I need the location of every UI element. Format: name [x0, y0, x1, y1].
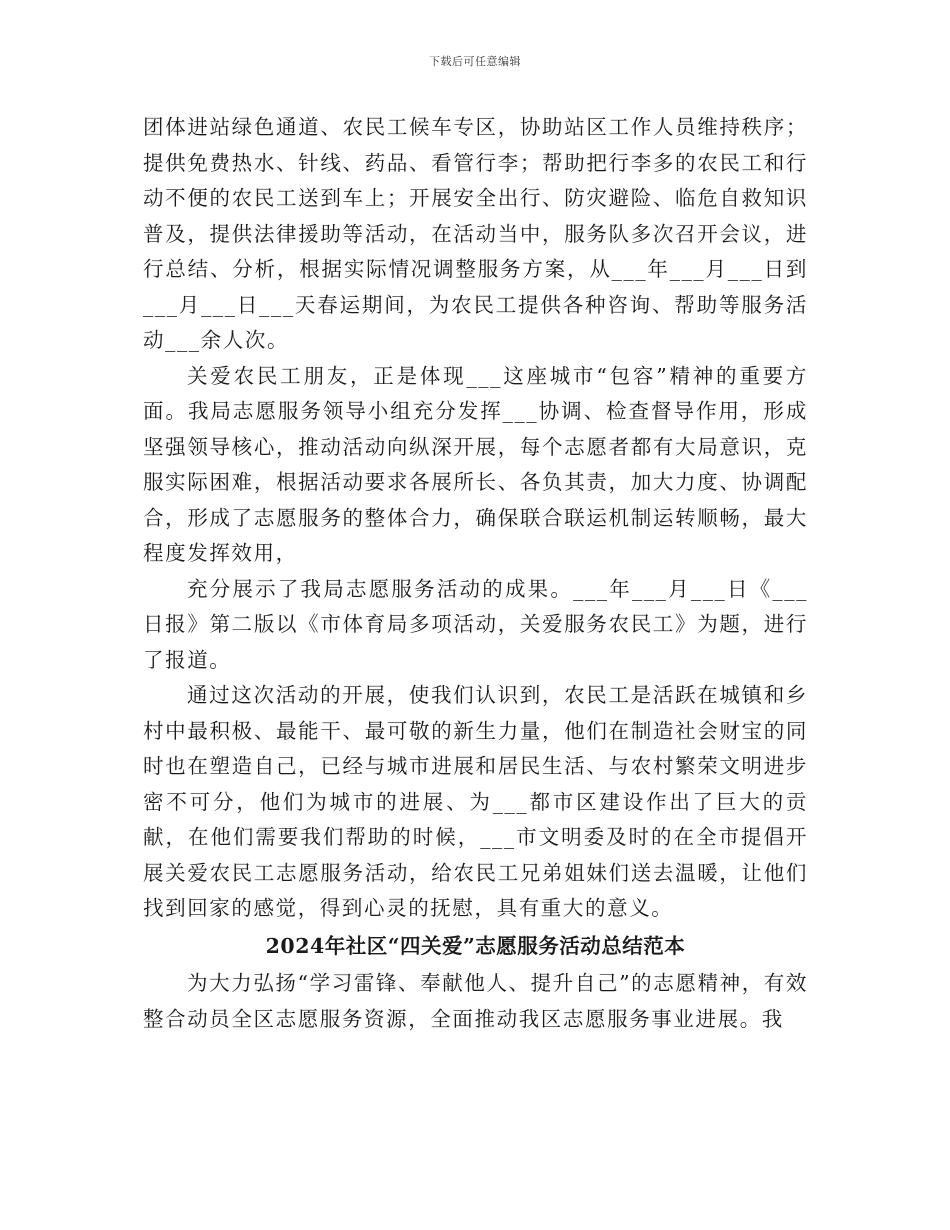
paragraph-section-intro: 为大力弘扬“学习雷锋、奉献他人、提升自己”的志愿精神，有效整合动员全区志愿服务资源，全面推动我区志愿服务事业进展。我 — [143, 971, 808, 1031]
paragraph-conclusion: 通过这次活动的开展，使我们认识到，农民工是活跃在城镇和乡村中最积极、最能干、最可敬的新生力量，他们在制造社会财宝的同时也在塑造自己，已经与城市进展和居民生活、与农村繁荣文明进步密不可分，他们为城市的进展、为___都市区建设作出了巨大的贡献，在他们需要我们帮助的时候，___市文明委及时的在全市提倡开展关爱农民工志愿服务活动，给农民工兄弟姐妹们送去温暖，让他们找到回家的感觉，得到心灵的抚慰，具有重大的意义。 — [143, 683, 808, 920]
section-title: 2024年社区“四关爱”志愿服务活动总结范本 — [265, 933, 686, 958]
paragraph-results-report: 充分展示了我局志愿服务活动的成果。___年___月___日《___日报》第二版以《市体育局多项活动，关爱服务农民工》为题，进行了报道。 — [143, 576, 808, 672]
document-body — [143, 110, 808, 1037]
paragraph-continuation: 团体进站绿色通道、农民工候车专区，协助站区工作人员维持秩序；提供免费热水、针线、药品、看管行李；帮助把行李多的农民工和行动不便的农民工送到车上；开展安全出行、防灾避险、临危自救知识普及，提供法律援助等活动，在活动当中，服务队多次召开会议，进行总结、分析，根据实际情况调整服务方案，从___年___月___日到___月___日___天春运期间，为农民工提供各种咨询、帮助等服务活动___余人次。 — [143, 115, 808, 352]
paragraph-care-migrant-workers: 关爱农民工朋友，正是体现___这座城市“包容”精神的重要方面。我局志愿服务领导小组充分发挥___协调、检查督导作用，形成坚强领导核心，推动活动向纵深开展，每个志愿者都有大局意识，克服实际困难，根据活动要求各展所长、各负其责，加大力度、协调配合，形成了志愿服务的整体合力，确保联合联运机制运转顺畅，最大程度发挥效用， — [143, 363, 808, 565]
page-header: 下载后可任意编辑 — [429, 55, 521, 68]
